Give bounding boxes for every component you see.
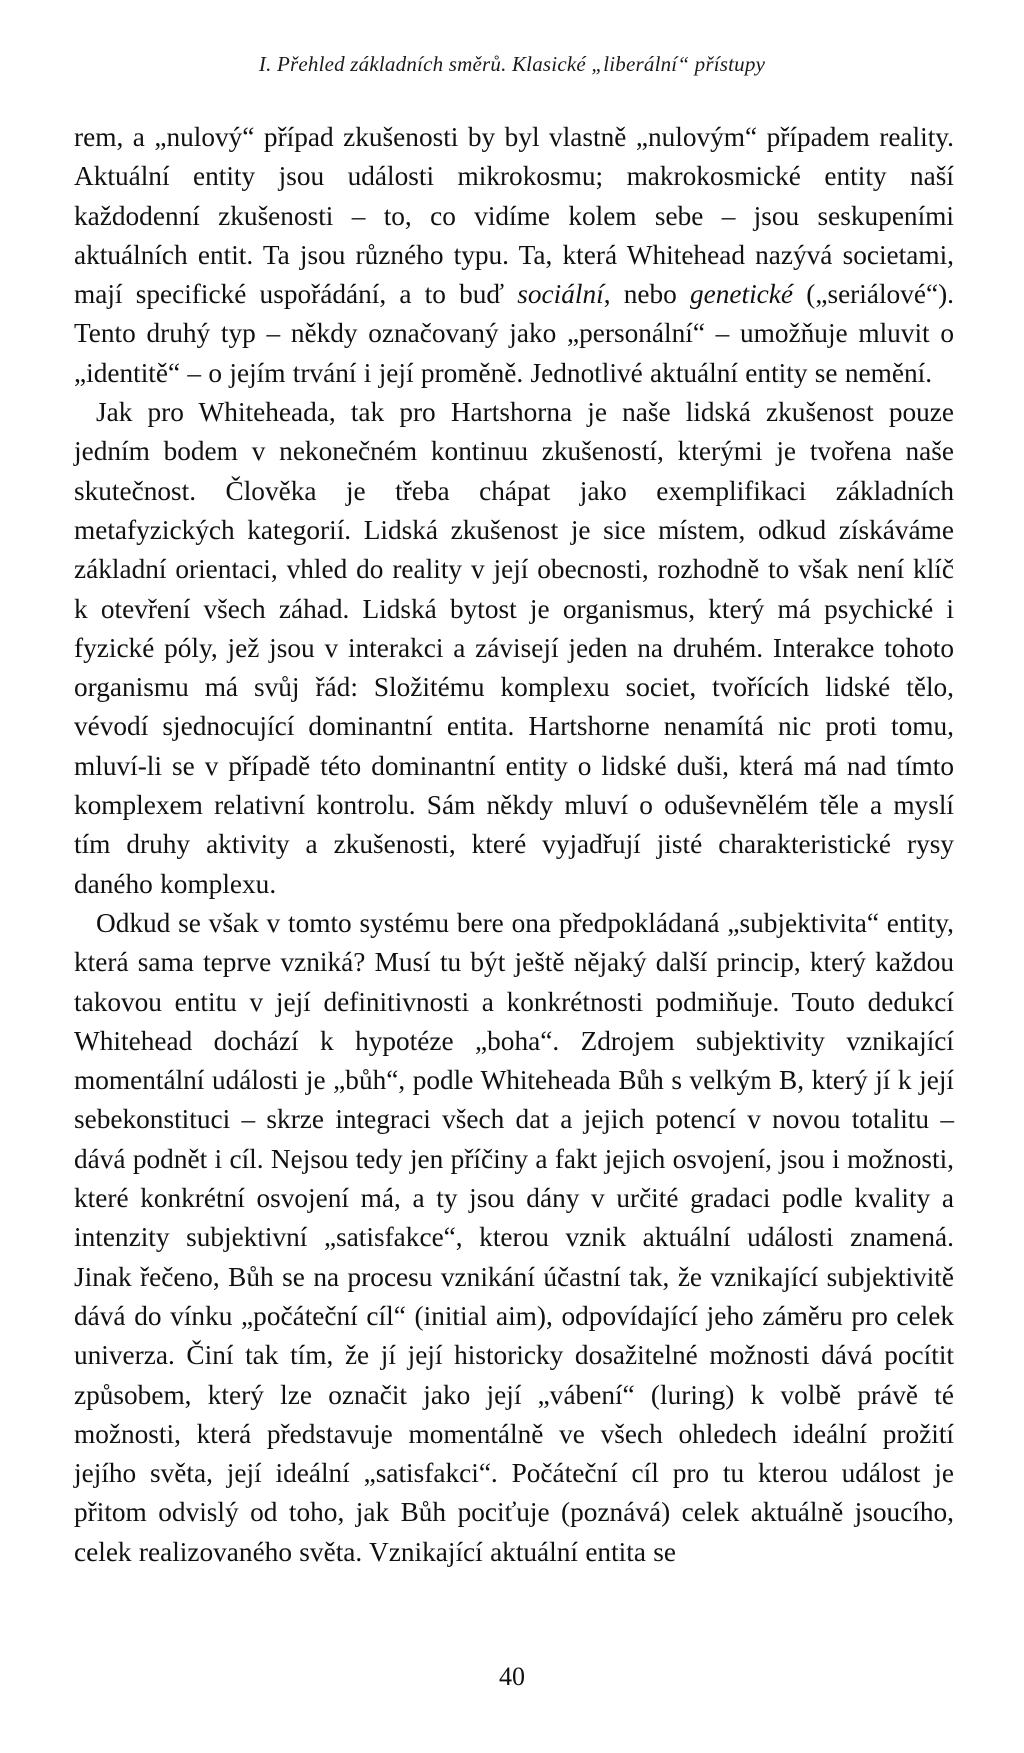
emphasis-geneticke: genetické	[689, 279, 794, 310]
page-number: 40	[499, 1662, 525, 1691]
running-head: I. Přehled základních směrů. Klasické „liberální“ přístupy	[258, 52, 766, 76]
paragraph-1	[74, 118, 954, 393]
body-text	[74, 118, 954, 1572]
paragraph-2: Jak pro Whiteheada, tak pro Hartshorna je naše lidská zkušenost pouze jedním bodem v nekonečném kontinuu zkušeností, kterými je tvořena naše skutečnost. Člověka je třeba chápat jako exemplifikaci základních metafyzických kategorií. Lidská zkušenost je sice místem, odkud získáváme základní orientaci, vhled do reality v její obecnosti, rozhodně to však není klíč k otevření všech záhad. Lidská bytost je organismus, který má psychické i fyzické póly, jež jsou v interakci a závisejí jeden na druhém. Interakce tohoto organismu má svůj řád: Složitému komplexu societ, tvořících lidské tělo, vévodí sjednocující dominantní entita. Hartshorne nenamítá nic proti tomu, mluví-li se v případě této dominantní entity o lidské duši, která má nad tímto komplexem relativní kontrolu. Sám někdy mluví o oduševnělém těle a myslí tím druhy aktivity a zkušenosti, které vyjadřují jisté charakteristické rysy daného komplexu.	[74, 397, 954, 899]
paragraph-1-text-b: , nebo	[603, 279, 677, 310]
paragraph-1-text-c: („seriálové“). Tento druhý typ – někdy označovaný jako „personální“ – umožňuje mluvit o „identitě“ – o jejím trvání i její proměně. Jednotlivé aktuální entity se nemění.	[74, 279, 954, 388]
paragraph-1-text-a: rem, a „nulový“ případ zkušenosti by byl vlastně „nulovým“ případem reality. Aktuální entity jsou události mikrokosmu; makrokosmické entity naší každodenní zkušenosti – to, co vidíme kolem sebe – jsou seskupeními aktuálních entit. Ta jsou různého typu. Ta, která Whitehead nazývá societami, mají specifické uspořádání, a to buď	[74, 122, 954, 310]
paragraph-3: Odkud se však v tomto systému bere ona předpokládaná „subjektivita“ entity, která sama teprve vzniká? Musí tu být ještě nějaký další princip, který každou takovou entitu v její definitivnosti a konkrétnosti podmiňuje. Touto dedukcí Whitehead dochází k hypotéze „boha“. Zdrojem subjektivity vznikající momentální události je „bůh“, podle Whiteheada Bůh s velkým B, který jí k její sebekonstituci – skrze integraci všech dat a jejich potencí v novou totalitu – dává podnět i cíl. Nejsou tedy jen příčiny a fakt jejich osvojení, jsou i možnosti, které konkrétní osvojení má, a ty jsou dány v určité gradaci podle kvality a intenzity subjektivní „satisfakce“, kterou vznik aktuální události znamená. Jinak řečeno, Bůh se na procesu vznikání účastní tak, že vznikající subjektivitě dává do vínku „počáteční cíl“ (initial aim), odpovídající jeho záměru pro celek univerza. Činí tak tím, že jí její historicky dosažitelné možnosti dává pocítit způsobem, který lze označit jako její „vábení“ (luring) k volbě právě té možnosti, která představuje momentálně ve všech ohledech ideální prožití jejího světa, její ideální „satisfakci“. Počáteční cíl pro tu kterou událost je přitom odvislý od toho, jak Bůh pociťuje (poznává) celek aktuálně jsoucího, celek realizovaného světa. Vznikající aktuální entita se	[74, 907, 954, 1567]
emphasis-socialni: sociální	[517, 279, 604, 310]
